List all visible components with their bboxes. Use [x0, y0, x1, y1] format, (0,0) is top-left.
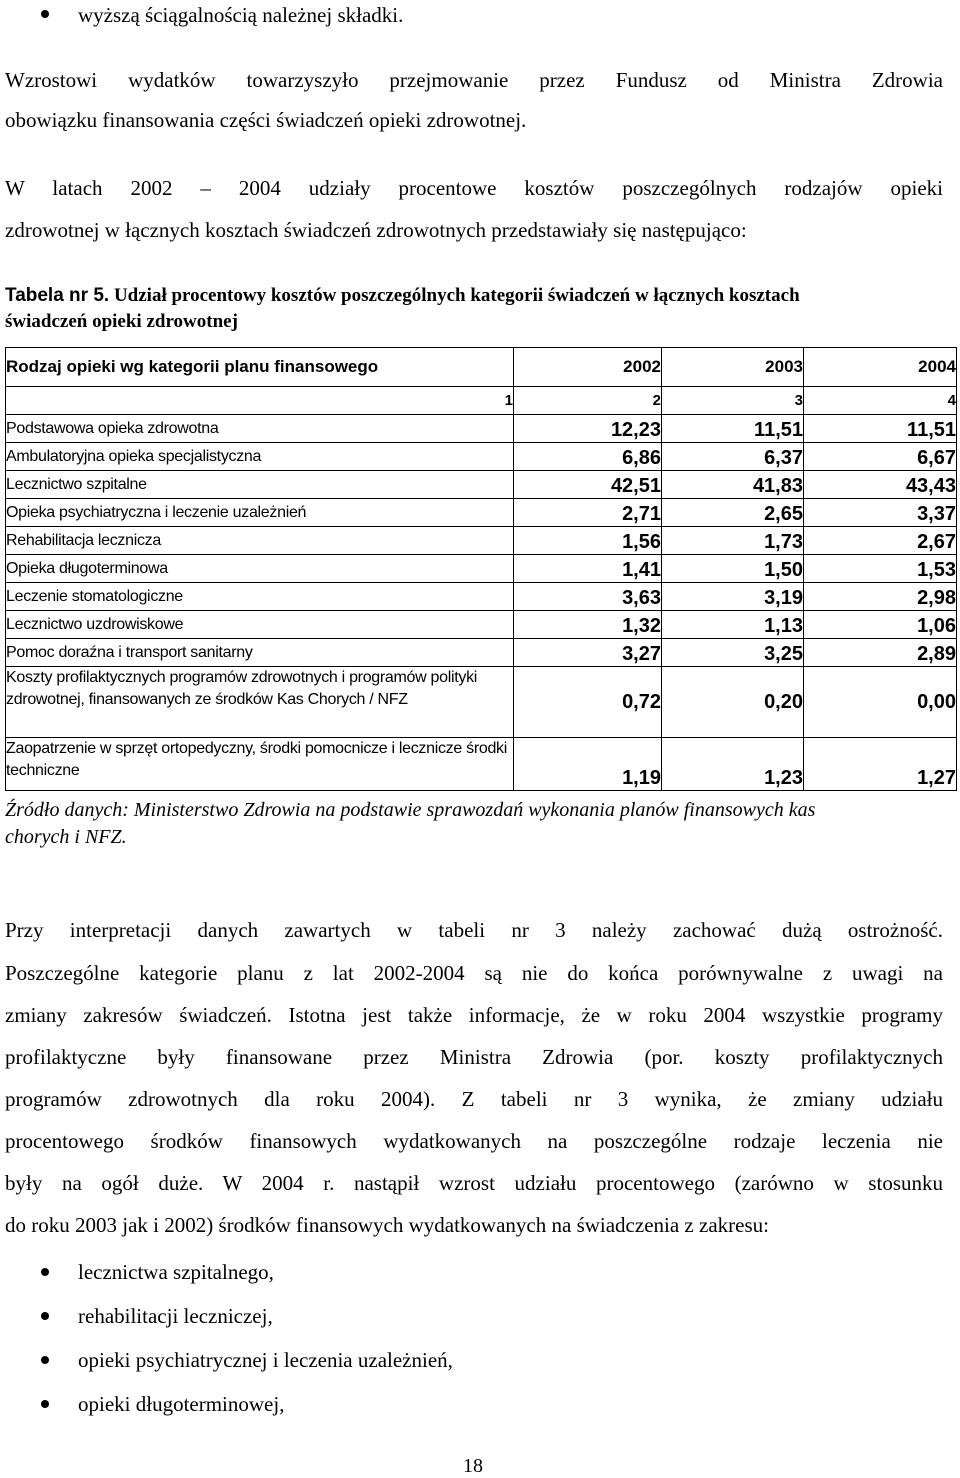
- value-2003-cell: 1,13: [662, 611, 804, 639]
- value-2003-cell: 6,37: [662, 443, 804, 471]
- value-2002-cell: 3,63: [514, 583, 662, 611]
- value-2003-cell: 1,23: [662, 738, 804, 791]
- bullet-dot: [41, 10, 49, 18]
- value-2004-cell: 2,67: [804, 527, 957, 555]
- table-row: [6, 611, 957, 639]
- category-cell: Rehabilitacja lecznicza: [6, 527, 514, 555]
- table-row: [6, 471, 957, 499]
- value-2002-cell: 1,32: [514, 611, 662, 639]
- paragraph-3-line: zmiany zakresów świadczeń. Istotna jest także informacje, że w roku 2004 wszystkie programy: [5, 1003, 943, 1027]
- category-cell: Leczenie stomatologiczne: [6, 583, 514, 611]
- paragraph-1-line: obowiązku finansowania części świadczeń opieki zdrowotnej.: [5, 108, 527, 132]
- index-cell: 2: [514, 387, 662, 415]
- paragraph-3-line: profilaktyczne były finansowane przez Ministra Zdrowia (por. koszty profilaktycznych: [5, 1045, 943, 1069]
- value-2002-cell: 1,41: [514, 555, 662, 583]
- paragraph-2-line: zdrowotnej w łącznych kosztach świadczeń zdrowotnych przedstawiały się następująco:: [5, 218, 747, 242]
- caption-line1: Udział procentowy kosztów poszczególnych kategorii świadczeń w łącznych kosztach: [113, 285, 800, 306]
- bullet-item: lecznictwa szpitalnego,: [78, 1260, 274, 1284]
- category-cell: Koszty profilaktycznych programów zdrowotnych i programów polityki zdrowotnej, finansowanych ze środków Kas Chorych / NFZ: [6, 667, 514, 738]
- table-row: [6, 527, 957, 555]
- category-cell: Lecznictwo szpitalne: [6, 471, 514, 499]
- bullet-dot: [41, 1356, 49, 1364]
- table-row: [6, 443, 957, 471]
- index-cell: 1: [6, 387, 514, 415]
- bullet-dot: [41, 1400, 49, 1408]
- value-2004-cell: 2,98: [804, 583, 957, 611]
- value-2003-cell: 3,19: [662, 583, 804, 611]
- table-row: [6, 667, 957, 738]
- value-2002-cell: 0,72: [514, 667, 662, 738]
- table-row: [6, 415, 957, 443]
- table-row: [6, 639, 957, 667]
- value-2002-cell: 3,27: [514, 639, 662, 667]
- paragraph-1-line: Wzrostowi wydatków towarzyszyło przejmowanie przez Fundusz od Ministra Zdrowia: [5, 68, 943, 92]
- bullet-item: opieki długoterminowej,: [78, 1392, 285, 1416]
- paragraph-2-line: W latach 2002 – 2004 udziały procentowe kosztów poszczególnych rodzajów opieki: [5, 176, 943, 200]
- value-2003-cell: 2,65: [662, 499, 804, 527]
- value-2004-cell: 43,43: [804, 471, 957, 499]
- source-note-line: chorych i NFZ.: [5, 826, 127, 848]
- value-2002-cell: 1,56: [514, 527, 662, 555]
- category-cell: Podstawowa opieka zdrowotna: [6, 415, 514, 443]
- index-cell: 3: [662, 387, 804, 415]
- value-2004-cell: 1,53: [804, 555, 957, 583]
- value-2003-cell: 0,20: [662, 667, 804, 738]
- table-row: [6, 555, 957, 583]
- paragraph-3-line: były na ogół duże. W 2004 r. nastąpił wzrost udziału procentowego (zarówno w stosunku: [5, 1171, 943, 1195]
- value-2003-cell: 3,25: [662, 639, 804, 667]
- value-2002-cell: 6,86: [514, 443, 662, 471]
- paragraph-3-line: do roku 2003 jak i 2002) środków finansowych wydatkowanych na świadczenia z zakresu:: [5, 1213, 769, 1237]
- value-2004-cell: 6,67: [804, 443, 957, 471]
- category-cell: Opieka psychiatryczna i leczenie uzależnień: [6, 499, 514, 527]
- table-index-row: [6, 387, 957, 415]
- table-header-row: [6, 348, 957, 387]
- paragraph-3-line: procentowego środków finansowych wydatkowanych na poszczególne rodzaje leczenia nie: [5, 1129, 943, 1153]
- header-2003: 2003: [662, 348, 804, 387]
- value-2004-cell: 2,89: [804, 639, 957, 667]
- header-2004: 2004: [804, 348, 957, 387]
- header-2002: 2002: [514, 348, 662, 387]
- caption-prefix: Tabela nr 5.: [5, 285, 110, 306]
- value-2003-cell: 41,83: [662, 471, 804, 499]
- header-category: Rodzaj opieki wg kategorii planu finansowego: [6, 348, 514, 387]
- value-2003-cell: 11,51: [662, 415, 804, 443]
- value-2002-cell: 2,71: [514, 499, 662, 527]
- paragraph-3-line: Przy interpretacji danych zawartych w tabeli nr 3 należy zachować dużą ostrożność.: [5, 918, 943, 942]
- table-row: [6, 583, 957, 611]
- table-row: [6, 738, 957, 791]
- value-2003-cell: 1,50: [662, 555, 804, 583]
- page-number: 18: [463, 1455, 483, 1477]
- value-2004-cell: 11,51: [804, 415, 957, 443]
- index-cell: 4: [804, 387, 957, 415]
- value-2004-cell: 1,27: [804, 738, 957, 791]
- table-row: [6, 499, 957, 527]
- category-cell: Zaopatrzenie w sprzęt ortopedyczny, środki pomocnicze i lecznicze środki techniczne: [6, 738, 514, 791]
- category-cell: Pomoc doraźna i transport sanitarny: [6, 639, 514, 667]
- value-2004-cell: 3,37: [804, 499, 957, 527]
- caption-line2: świadczeń opieki zdrowotnej: [5, 311, 238, 332]
- bullet-dot: [41, 1312, 49, 1320]
- top-bullet-text: wyższą ściągalnością należnej składki.: [78, 3, 404, 27]
- bullet-item: rehabilitacji leczniczej,: [78, 1304, 273, 1328]
- category-cell: Lecznictwo uzdrowiskowe: [6, 611, 514, 639]
- value-2003-cell: 1,73: [662, 527, 804, 555]
- value-2004-cell: 0,00: [804, 667, 957, 738]
- bullet-dot: [41, 1268, 49, 1276]
- value-2004-cell: 1,06: [804, 611, 957, 639]
- value-2002-cell: 12,23: [514, 415, 662, 443]
- paragraph-3-line: Poszczególne kategorie planu z lat 2002-2004 są nie do końca porównywalne z uwagi na: [5, 961, 943, 985]
- source-note-line: Źródło danych: Ministerstwo Zdrowia na podstawie sprawozdań wykonania planów finansowych kas: [5, 799, 816, 821]
- bullet-item: opieki psychiatrycznej i leczenia uzależnień,: [78, 1348, 453, 1372]
- category-cell: Opieka długoterminowa: [6, 555, 514, 583]
- paragraph-3-line: programów zdrowotnych dla roku 2004). Z tabeli nr 3 wynika, że zmiany udziału: [5, 1087, 943, 1111]
- category-cell: Ambulatoryjna opieka specjalistyczna: [6, 443, 514, 471]
- table-caption: [5, 285, 950, 307]
- value-2002-cell: 42,51: [514, 471, 662, 499]
- cost-share-table: [5, 347, 957, 791]
- value-2002-cell: 1,19: [514, 738, 662, 791]
